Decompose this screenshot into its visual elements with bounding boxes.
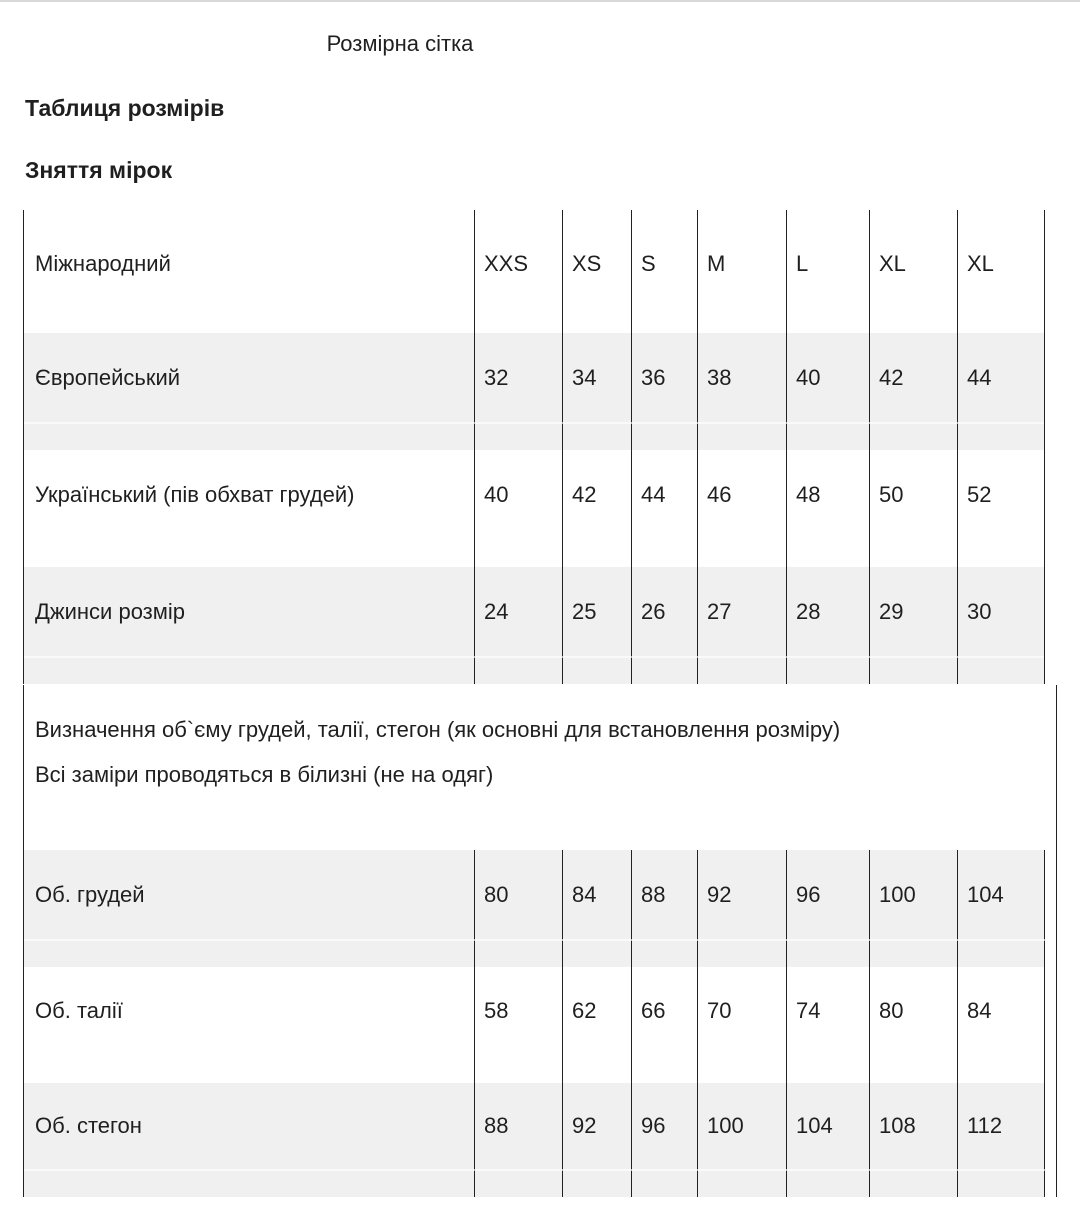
table-row <box>24 967 1056 1083</box>
value-cell: S <box>631 210 697 333</box>
value-cell: 32 <box>474 333 562 450</box>
heading-size-table: Таблиця розмірів <box>25 95 225 121</box>
value-cell: 34 <box>562 333 631 450</box>
value-cell: 100 <box>697 1083 786 1197</box>
table-right-gutter <box>1044 1083 1056 1197</box>
value-cell: 28 <box>786 567 869 684</box>
row-label: Міжнародний <box>35 251 171 276</box>
value-cell: 80 <box>869 967 957 1083</box>
value-cell: XXS <box>474 210 562 333</box>
note-block <box>23 685 1057 850</box>
table-row <box>24 850 1056 967</box>
value-cell: 29 <box>869 567 957 684</box>
value-cell: 112 <box>957 1083 1044 1197</box>
value-cell: 74 <box>786 967 869 1083</box>
value-cell: 88 <box>474 1083 562 1197</box>
value-cell: 44 <box>631 450 697 567</box>
value-cell: 92 <box>562 1083 631 1197</box>
value-cell: 96 <box>631 1083 697 1197</box>
table-row <box>24 567 1044 684</box>
value-cell: 48 <box>786 450 869 567</box>
value-cell: 66 <box>631 967 697 1083</box>
value-cell: 42 <box>562 450 631 567</box>
value-cell: 84 <box>562 850 631 967</box>
value-cell: 36 <box>631 333 697 450</box>
top-divider <box>0 0 1080 2</box>
value-cell: 88 <box>631 850 697 967</box>
value-cell: 42 <box>869 333 957 450</box>
value-cell: 46 <box>697 450 786 567</box>
row-label: Європейський <box>35 364 181 390</box>
note-line-1: Визначення об`єму грудей, талії, стегон (як основні для встановлення розміру) <box>35 717 841 742</box>
value-cell: 52 <box>957 450 1044 567</box>
value-cell: XL <box>957 210 1044 333</box>
value-cell: 38 <box>697 333 786 450</box>
row-label: Джинси розмір <box>35 598 186 624</box>
value-cell: 62 <box>562 967 631 1083</box>
note-line-2: Всі заміри проводяться в білизні (не на одяг) <box>35 762 494 787</box>
value-cell: 96 <box>786 850 869 967</box>
value-cell: 30 <box>957 567 1044 684</box>
value-cell: 25 <box>562 567 631 684</box>
row-label: Український (пів обхват грудей) <box>35 481 355 507</box>
table-row <box>24 333 1044 450</box>
table-right-gutter <box>1044 850 1056 967</box>
value-cell: 100 <box>869 850 957 967</box>
value-cell: M <box>697 210 786 333</box>
value-cell: 92 <box>697 850 786 967</box>
page-title: Розмірна сітка <box>326 31 474 56</box>
size-table <box>23 210 1045 684</box>
row-label: Об. грудей <box>35 881 145 907</box>
row-label: Об. талії <box>35 998 123 1023</box>
table-right-gutter <box>1044 967 1056 1083</box>
value-cell: 80 <box>474 850 562 967</box>
table-row <box>24 1083 1056 1197</box>
value-cell: 40 <box>474 450 562 567</box>
value-cell: 24 <box>474 567 562 684</box>
heading-measurements: Зняття мірок <box>25 157 173 183</box>
value-cell: 58 <box>474 967 562 1083</box>
value-cell: 104 <box>786 1083 869 1197</box>
value-cell: 50 <box>869 450 957 567</box>
table-row <box>24 450 1044 567</box>
value-cell: 44 <box>957 333 1044 450</box>
value-cell: 104 <box>957 850 1044 967</box>
value-cell: 40 <box>786 333 869 450</box>
value-cell: 27 <box>697 567 786 684</box>
value-cell: 70 <box>697 967 786 1083</box>
value-cell: XL <box>869 210 957 333</box>
value-cell: 108 <box>869 1083 957 1197</box>
value-cell: XS <box>562 210 631 333</box>
row-label: Об. стегон <box>35 1113 142 1138</box>
measurements-table <box>23 850 1057 1197</box>
value-cell: L <box>786 210 869 333</box>
value-cell: 26 <box>631 567 697 684</box>
value-cell: 84 <box>957 967 1044 1083</box>
table-row <box>24 210 1044 333</box>
